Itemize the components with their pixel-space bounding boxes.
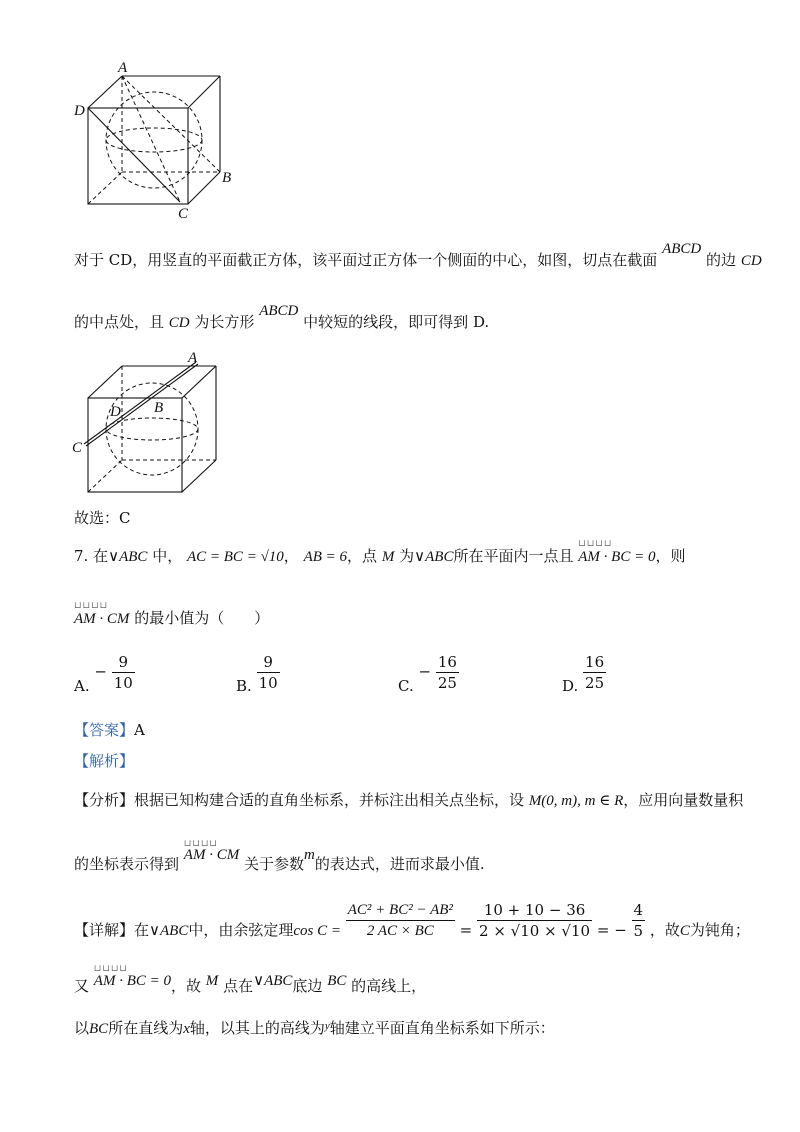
text-segment: 轴建立平面直角坐标系如下所示：	[329, 1019, 555, 1037]
math-cos: cos C =	[293, 922, 341, 939]
text-segment: ，故	[171, 977, 202, 995]
fig2-label-B: B	[154, 400, 164, 416]
previous-choice: 故选：C	[74, 509, 131, 527]
text-segment: ，	[283, 547, 299, 565]
math-abcd: ABCD	[662, 241, 702, 257]
fig1-label-C: C	[178, 206, 189, 222]
fig2-label-A: A	[188, 350, 198, 366]
option-b[interactable]	[236, 652, 280, 693]
text-segment: 轴，以其上的高线为	[189, 1019, 325, 1037]
option-label: A.	[74, 676, 90, 695]
math-dot-condition: AM · BC = 0	[578, 549, 656, 565]
fraction-numerator: 10 + 10 − 36	[483, 901, 586, 919]
text-segment: 为	[399, 547, 415, 565]
text-segment: 对于 CD，用竖直的平面截正方体，该平面过正方体一个侧面的中心，如图，切点在截面	[74, 251, 658, 269]
fenxi-tag: 【分析】	[74, 791, 135, 809]
text-segment: 点在	[223, 977, 254, 995]
vector-arrow-marks: ⊔⊔⊔⊔	[93, 964, 128, 974]
text-segment: 以	[74, 1019, 90, 1037]
vector-arrow-marks: ⊔⊔⊔⊔	[74, 601, 109, 611]
fig2-label-D: D	[110, 404, 121, 420]
option-numerator: 16	[437, 653, 457, 671]
question-7-line-2	[74, 601, 270, 629]
answer-tag: 【答案】	[74, 721, 135, 739]
vector-arrow-marks: ⊔⊔⊔⊔	[578, 539, 613, 549]
text-segment: 为钝角；	[689, 920, 750, 939]
cube-figure-2	[70, 350, 230, 498]
text-segment: 关于参数	[244, 855, 305, 873]
math-m: M	[205, 973, 219, 989]
math-triangle: ∨ABC	[149, 922, 189, 939]
text-segment: 为长方形	[194, 313, 255, 331]
equals-sign: = −	[596, 920, 627, 939]
fraction-denominator: 2 × √10 × √10	[479, 922, 591, 940]
option-label: B.	[236, 676, 252, 695]
math-triangle: ∨ABC	[414, 549, 454, 565]
text-segment: 底边	[292, 977, 323, 995]
answer-value: A	[134, 721, 145, 739]
text-segment: ，点	[347, 547, 378, 565]
text-segment: 的最小值为（ ）	[134, 609, 270, 627]
math-bc: BC	[327, 973, 347, 989]
option-label: C.	[398, 676, 414, 695]
math-y: y	[324, 1020, 330, 1032]
fig1-label-B: B	[222, 170, 232, 186]
explanation-line-last	[74, 1018, 555, 1040]
option-c[interactable]	[398, 652, 459, 693]
option-d[interactable]	[562, 652, 606, 693]
fraction-numerator: AC² + BC² − AB²	[347, 902, 453, 918]
math-triangle: ∨ABC	[108, 549, 148, 565]
text-segment: ，故	[649, 920, 680, 939]
text-segment: 中，	[152, 547, 183, 565]
explanation-line-you	[74, 964, 427, 997]
option-numerator: 16	[585, 653, 605, 671]
math-condition-2: AB = 6	[303, 549, 348, 565]
option-label: D.	[562, 676, 579, 695]
fraction-numerator: 4	[633, 901, 644, 919]
math-expression: AM · BC = 0	[93, 973, 171, 989]
math-param: m	[304, 847, 315, 863]
math-bc: BC	[89, 1021, 109, 1037]
text-segment: 的坐标表示得到	[74, 855, 180, 873]
math-expression: AM · CM	[183, 847, 240, 863]
text-segment: ，则	[655, 547, 686, 565]
option-denominator: 25	[437, 674, 457, 692]
text-segment: 在	[134, 920, 150, 939]
math-cd: CD	[168, 315, 190, 331]
fenxi-line-2	[74, 839, 485, 875]
text-segment: 的高线上，	[351, 977, 427, 995]
math-expression: AM · CM	[74, 611, 130, 627]
option-a[interactable]	[74, 652, 135, 693]
analysis-tag: 【解析】	[74, 752, 135, 770]
fraction-denominator: 2 AC × BC	[346, 920, 455, 941]
option-denominator: 25	[585, 674, 605, 692]
math-m: M	[381, 549, 395, 565]
option-numerator: 9	[118, 653, 129, 671]
explanation-line-1	[74, 241, 762, 271]
option-denominator: 10	[258, 674, 278, 692]
text-segment: 的中点处，且	[74, 313, 165, 331]
math-triangle: ∨ABC	[253, 973, 293, 989]
text-segment: ，应用向量数量积	[623, 791, 744, 809]
fenxi-line-1	[74, 790, 743, 811]
explanation-line-2	[74, 303, 490, 333]
cube-figure-1	[70, 60, 240, 225]
fig2-label-C: C	[72, 440, 83, 456]
math-cd: CD	[740, 253, 762, 269]
fig1-label-A: A	[118, 60, 128, 76]
math-expression: M(0, m), m ∈ R	[528, 793, 624, 809]
text-segment: 所在直线为	[108, 1019, 184, 1037]
text-segment: 根据已知构建合适的直角坐标系，并标注出相关点坐标，设	[134, 791, 525, 809]
equals-sign: =	[459, 920, 473, 939]
option-sign: −	[418, 662, 432, 681]
text-segment: 又	[74, 977, 90, 995]
option-denominator: 10	[113, 674, 133, 692]
math-abcd: ABCD	[259, 303, 299, 319]
text-segment: 的边	[706, 251, 737, 269]
text-segment: 的表达式，进而求最小值.	[314, 855, 485, 873]
math-condition-1: AC = BC = √10	[186, 549, 284, 565]
option-numerator: 9	[263, 653, 273, 671]
fraction-denominator: 5	[633, 922, 644, 940]
text-segment: 中较短的线段，即可得到 D.	[303, 313, 490, 331]
answer-line	[74, 720, 145, 740]
option-sign: −	[94, 662, 107, 681]
text-segment: 所在平面内一点且	[453, 547, 574, 565]
math-x: x	[183, 1021, 190, 1037]
text-segment: 中，由余弦定理	[188, 920, 294, 939]
xiangjie-tag: 【详解】	[74, 920, 135, 939]
question-7-line-1	[74, 539, 686, 567]
fig1-label-D: D	[74, 103, 85, 119]
question-number: 7. 在	[74, 547, 109, 565]
math-c: C	[679, 922, 690, 939]
xiangjie-line-1	[74, 900, 750, 941]
vector-arrow-marks: ⊔⊔⊔⊔	[183, 839, 218, 849]
